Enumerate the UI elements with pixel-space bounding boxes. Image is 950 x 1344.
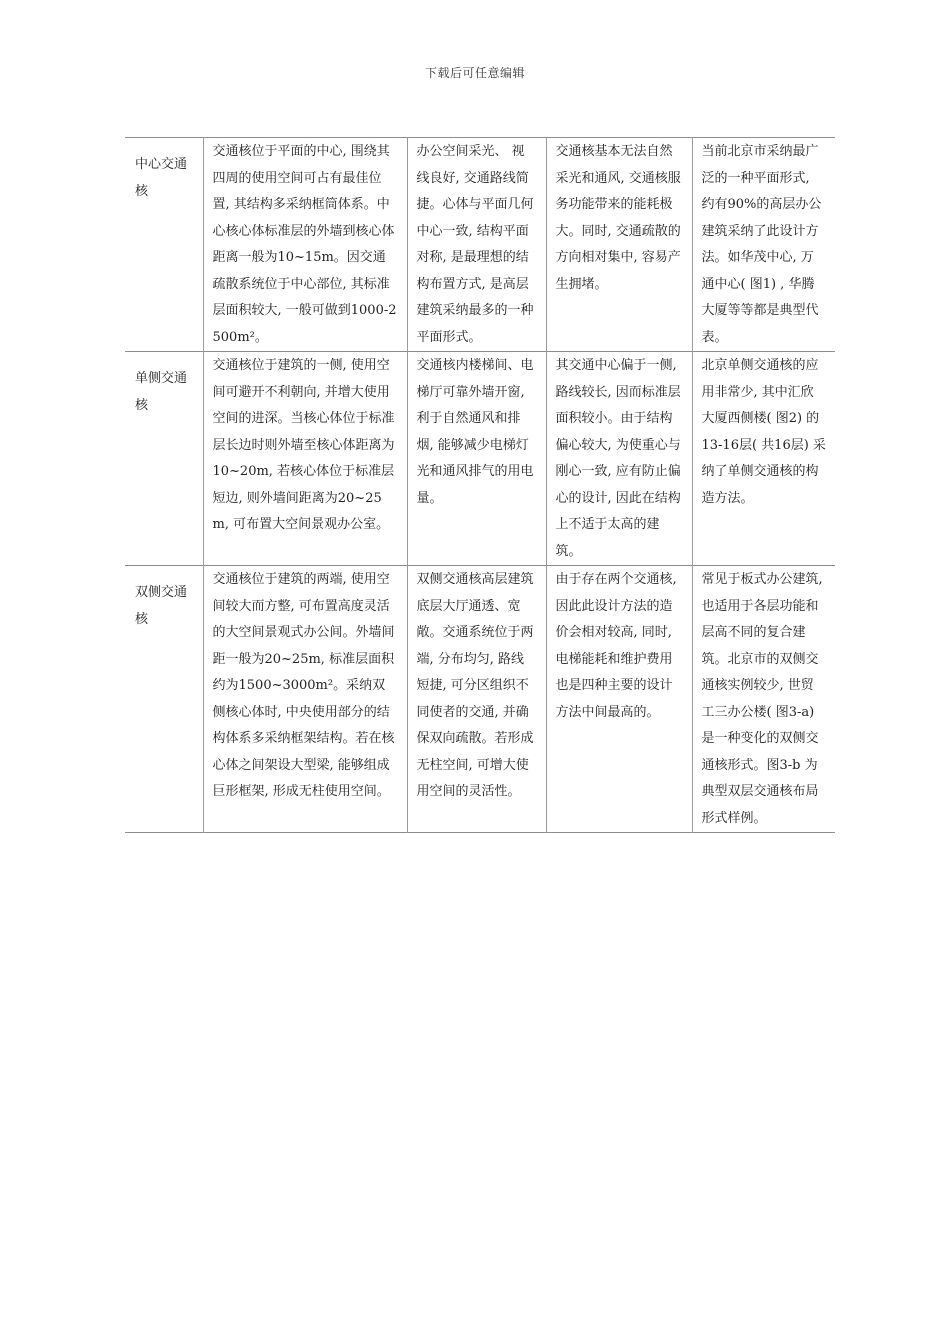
page-header: 下载后可任意编辑	[424, 66, 525, 80]
disadvantages-cell: 交通核基本无法自然采光和通风, 交通核服务功能带来的能耗极大。同时, 交通疏散的方向相对集中, 容易产生拥堵。	[546, 138, 692, 352]
description-cell: 交通核位于建筑的两端, 使用空间较大而方整, 可布置高度灵活的大空间景观式办公间。外墙间距一般为20~25m, 标准层面积约为1500~3000m²。采纳双侧核心体时, 中央使用部分的结构体系多采纳框架结构。若在核心体之间架设大型梁, 能够组成巨形框架, 形成无柱使用空间。	[203, 566, 407, 833]
advantages-cell: 办公空间采光、 视线良好, 交通路线简捷。心体与平面几何中心一致, 结构平面对称, 是最理想的结构布置方式, 是高层建筑采纳最多的一种平面形式。	[407, 138, 546, 352]
type-cell: 单侧交通核	[135, 371, 188, 413]
description-cell: 交通核位于建筑的一侧, 使用空间可避开不利朝向, 并增大使用空间的进深。当核心体位于标准层长边时则外墙至核心体距离为 10~20m, 若核心体位于标准层短边, 则外墙间距离为20~25m, 可布置大空间景观办公室。	[203, 352, 407, 566]
disadvantages-cell: 其交通中心偏于一侧, 路线较长, 因而标准层面积较小。由于结构偏心较大, 为使重心与刚心一致, 应有防止偏心的设计, 因此在结构上不适于太高的建筑。	[546, 352, 692, 566]
advantages-cell: 交通核内楼梯间、电梯厅可靠外墙开窗, 利于自然通风和排烟, 能够减少电梯灯光和通风排气的用电量。	[407, 352, 546, 566]
description-cell: 交通核位于平面的中心, 围绕其四周的使用空间可占有最佳位置, 其结构多采纳框筒体系。中心核心体标准层的外墙到核心体距离一般为10~15m。因交通疏散系统位于中心部位, 其标准层面积较大, 一般可做到1000-2500m²。	[203, 138, 407, 352]
table-row	[125, 352, 835, 566]
table-row	[125, 138, 835, 352]
type-cell: 中心交通核	[135, 157, 188, 199]
examples-cell: 北京单侧交通核的应用非常少, 其中汇欣大厦西侧楼( 图2) 的13-16层( 共16层) 采纳了单侧交通核的构造方法。	[692, 352, 835, 566]
advantages-cell: 双侧交通核高层建筑底层大厅通透、宽敞。交通系统位于两端, 分布均匀, 路线短捷, 可分区组织不同使者的交通, 并确保双向疏散。若形成无柱空间, 可增大使用空间的灵活性。	[407, 566, 546, 833]
disadvantages-cell: 由于存在两个交通核, 因此此设计方法的造价会相对较高, 同时, 电梯能耗和维护费用也是四种主要的设计方法中间最高的。	[546, 566, 692, 833]
traffic-core-table	[125, 137, 835, 833]
type-cell: 双侧交通核	[135, 585, 188, 627]
examples-cell: 常见于板式办公建筑, 也适用于各层功能和层高不同的复合建筑。北京市的双侧交通核实例较少, 世贸工三办公楼( 图3-a) 是一种变化的双侧交通核形式。图3-b 为典型双层交通核布局形式样例。	[692, 566, 835, 833]
examples-cell: 当前北京市采纳最广泛的一种平面形式, 约有90%的高层办公建筑采纳了此设计方法。如华茂中心, 万通中心( 图1) , 华腾大厦等等都是典型代表。	[692, 138, 835, 352]
table-row	[125, 566, 835, 833]
